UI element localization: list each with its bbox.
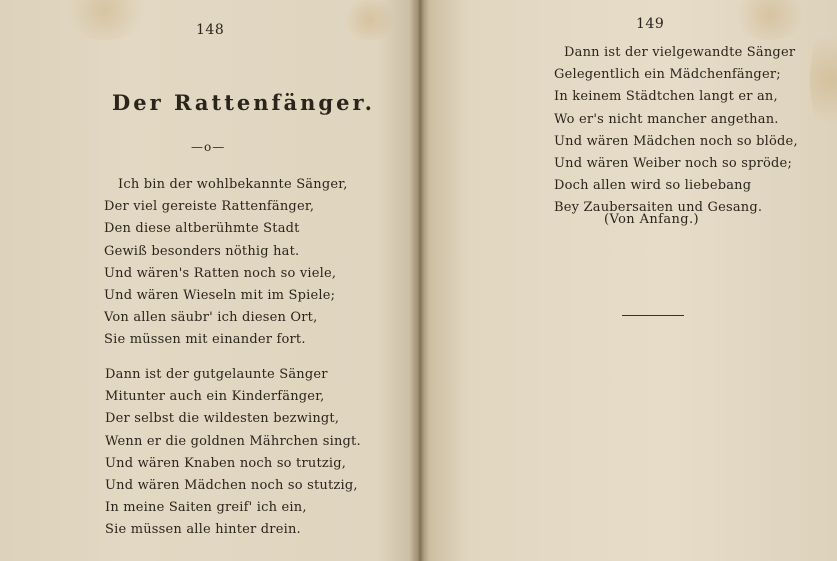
verse-line: Der viel gereiste Rattenfänger, — [104, 199, 315, 215]
end-rule — [622, 315, 684, 316]
stanza — [554, 42, 798, 220]
verse-line: Gewiß besonders nöthig hat. — [104, 243, 300, 259]
ending-note: (Von Anfang.) — [604, 212, 700, 227]
verse-line: Und wären Wieseln mit im Spiele; — [104, 288, 336, 304]
verse-line: Gelegentlich ein Mädchenfänger; — [554, 67, 781, 83]
verse-line: Und wären's Ratten noch so viele, — [104, 265, 337, 281]
verse-line: Dann ist der gutgelaunte Sänger — [105, 367, 328, 382]
verse-line: Den diese altberühmte Stadt — [104, 221, 300, 237]
verse-line: Wo er's nicht mancher angethan. — [554, 111, 779, 127]
verse-line: Ich bin der wohlbekannte Sänger, — [118, 177, 348, 192]
page-number: 148 — [196, 22, 225, 38]
verse-line: Sie müssen alle hinter drein. — [105, 522, 301, 538]
left-page — [0, 0, 418, 561]
verse-line: Und wären Weiber noch so spröde; — [554, 156, 793, 172]
right-page — [424, 0, 837, 561]
verse-line: Dann ist der vielgewandte Sänger — [564, 45, 796, 60]
verse-line: In meine Saiten greif' ich ein, — [105, 500, 307, 516]
stanza — [104, 174, 348, 352]
poem-title: Der Rattenfänger. — [112, 90, 375, 115]
verse-line: Von allen säubr' ich diesen Ort, — [104, 310, 318, 326]
verse-line: Und wären Knaben noch so trutzig, — [105, 455, 347, 471]
verse-line: Doch allen wird so liebebang — [554, 178, 752, 194]
verse-line: Und wären Mädchen noch so blöde, — [554, 133, 798, 149]
title-ornament: —o— — [191, 140, 226, 154]
verse-line: Und wären Mädchen noch so stutzig, — [105, 478, 358, 494]
verse-line: Sie müssen mit einander fort. — [104, 332, 306, 348]
stanza — [105, 364, 361, 542]
verse-line: Mitunter auch ein Kinderfänger, — [105, 389, 325, 405]
verse-line: Wenn er die goldnen Mährchen singt. — [105, 433, 361, 449]
verse-line: In keinem Städtchen langt er an, — [554, 89, 778, 105]
verse-line: Der selbst die wildesten bezwingt, — [105, 411, 340, 427]
verse-line: Bey Zaubersaiten und Gesang. — [554, 200, 763, 216]
page-number: 149 — [636, 16, 665, 32]
